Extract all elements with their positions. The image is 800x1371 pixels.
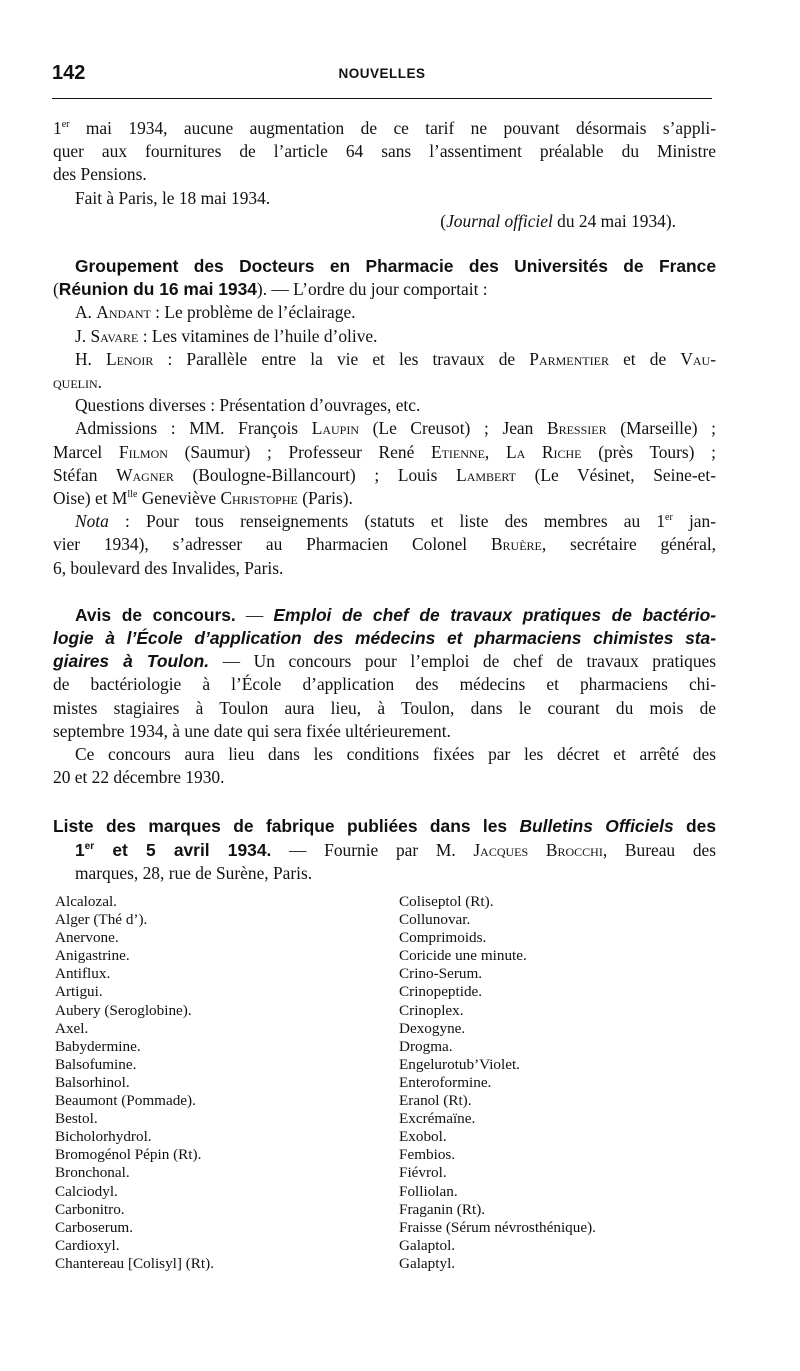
avis-heading: Avis de concours.: [75, 604, 236, 625]
list-item: Axel.: [55, 1019, 89, 1037]
list-item: Chantereau [Colisyl] (Rt).: [55, 1254, 215, 1272]
page-header: [52, 58, 712, 88]
nota: Nota : Pour tous renseignements (statuts et liste des membres au 1er jan-: [75, 511, 716, 532]
list-item: Comprimoids.: [399, 929, 487, 947]
list-item: Excrémaïne.: [399, 1110, 476, 1128]
signature-date: Fait à Paris, le 18 mai 1934.: [75, 187, 271, 208]
list-item: Engelurotub’Violet.: [399, 1055, 520, 1073]
trademark-column-left: [55, 893, 385, 1273]
list-item: Fraganin (Rt).: [399, 1200, 486, 1218]
list-item: Alcalozal.: [55, 893, 117, 910]
groupement-section: Groupement des Docteurs en Pharmacie des Universités de France (Réunion du 16 mai 1934). — L’ordre du jour comportait : A. Andant : Le problème de l’éclairage. J. Savare : Les vitamines de l’huile d’olive. H. Lenoir : Parallèle entre la vie et les travaux de Parmentier et de Vau- quelin. Questions diverses : Présentation d’ouvrages, etc. Admissions : MM. François Laupin (Le Creusot) ; Jean Bressier (Marseille) ; Marcel Filmon (Saumur) ; Professeur René Etienne, La Riche (près Tours) ; Stéfan Wagner (Boulogne-Billancourt) ; Louis Lambert (Le Vésinet, Seine-et- Oise) et $M^{lle}$ Geneviève Christophe (Paris). Nota : Pour tous renseignements (statuts et liste des membres au 1er jan- vier 1934), s’adresser au Pharmacien Colonel Bruère, secrétaire général, 6, boulevard des Invalides, Paris.: [53, 256, 716, 578]
list-item: Bestol.: [55, 1110, 98, 1128]
agenda-item: Questions diverses : Présentation d’ouvrages, etc.: [75, 395, 421, 416]
list-item: Crinoplex.: [399, 1001, 464, 1019]
groupement-heading: Groupement des Docteurs en Pharmacie des Universités de France: [75, 256, 716, 277]
agenda-item: J. Savare : Les vitamines de l’huile d’olive.: [75, 325, 378, 346]
list-item: Eranol (Rt).: [399, 1092, 472, 1110]
list-item: Coricide une minute.: [399, 947, 527, 965]
trademark-column-right: [399, 893, 719, 1273]
page-number: 142: [52, 62, 86, 84]
liste-section: Liste des marques de fabrique publiées dans les Bulletins Officiels des 1er et 5 avril 1934. — Fournie par M. Jacques Brocchi, Bureau des marques, 28, rue de Surène, Paris.: [53, 816, 717, 883]
list-item: Babydermine.: [55, 1037, 141, 1055]
list-item: Anigastrine.: [55, 947, 130, 965]
list-item: Carbonitro.: [55, 1200, 125, 1218]
list-item: Enteroformine.: [399, 1073, 492, 1091]
header-rule: [52, 98, 712, 99]
list-item: Bicholorhydrol.: [55, 1128, 152, 1146]
list-item: Exobol.: [399, 1128, 447, 1146]
avis-section: Avis de concours. — Emploi de chef de travaux pratiques de bactério- logie à l’École d’application des médecins et pharmaciens chimistes sta- giaires à Toulon. — Un concours pour l’emploi de chef de travaux pratiques de bactériologie à l’École d’application des médecins et pharmaciens chi- mistes stagiaires à Toulon aura lieu, à Toulon, dans le courant du mois de septembre 1934, à une date qui sera fixée ultérieurement. Ce concours aura lieu dans les conditions fixées par les décret et arrêté des 20 et 22 décembre 1930.: [53, 604, 716, 788]
admissions: Admissions : MM. François Laupin (Le Creusot) ; Jean Bressier (Marseille) ;: [75, 418, 716, 439]
list-item: Bromogénol Pépin (Rt).: [55, 1146, 202, 1164]
running-title: NOUVELLES: [338, 66, 426, 81]
list-item: Aubery (Seroglobine).: [55, 1001, 192, 1019]
list-item: Calciodyl.: [55, 1182, 118, 1200]
list-item: Alger (Thé d’).: [55, 911, 148, 929]
list-item: Crino-Serum.: [399, 965, 483, 983]
list-item: Galaptol.: [399, 1236, 456, 1254]
list-item: Beaumont (Pommade).: [55, 1092, 196, 1110]
source-citation: (Journal officiel du 24 mai 1934).: [440, 210, 676, 231]
list-item: Bronchonal.: [55, 1164, 130, 1182]
list-item: Balsorhinol.: [55, 1073, 130, 1091]
list-item: Dexogyne.: [399, 1019, 466, 1037]
list-item: Balsofumine.: [55, 1055, 137, 1073]
liste-heading: Liste des marques de fabrique publiées dans les: [53, 816, 520, 837]
list-item: Crinopeptide.: [399, 983, 483, 1001]
list-item: Fraisse (Sérum névrosthénique).: [399, 1218, 596, 1236]
list-item: Fiévrol.: [399, 1164, 447, 1182]
continuation-paragraph: 1er mai 1934, aucune augmentation de ce tarif ne pouvant désormais s’appli- quer aux fournitures de l’article 64 sans l’assentiment préalable du Ministre des Pensions. Fait à Paris, le 18 mai 1934. (Journal officiel du 24 mai 1934).: [53, 117, 716, 233]
list-item: Galaptyl.: [399, 1254, 456, 1272]
list-item: Fembios.: [399, 1146, 456, 1164]
agenda-item: A. Andant : Le problème de l’éclairage.: [75, 302, 356, 323]
agenda-item: H. Lenoir : Parallèle entre la vie et les travaux de Parmentier et de Vau-: [75, 348, 716, 369]
list-item: Folliolan.: [399, 1182, 458, 1200]
page-body: [53, 117, 716, 885]
list-item: Anervone.: [55, 929, 119, 947]
list-item: Carboserum.: [55, 1218, 134, 1236]
list-item: Collunovar.: [399, 911, 471, 929]
list-item: Cardioxyl.: [55, 1236, 120, 1254]
list-item: Drogma.: [399, 1037, 453, 1055]
list-item: Coliseptol (Rt).: [399, 893, 494, 910]
list-item: Artigui.: [55, 983, 103, 1001]
list-item: Antiflux.: [55, 965, 111, 983]
